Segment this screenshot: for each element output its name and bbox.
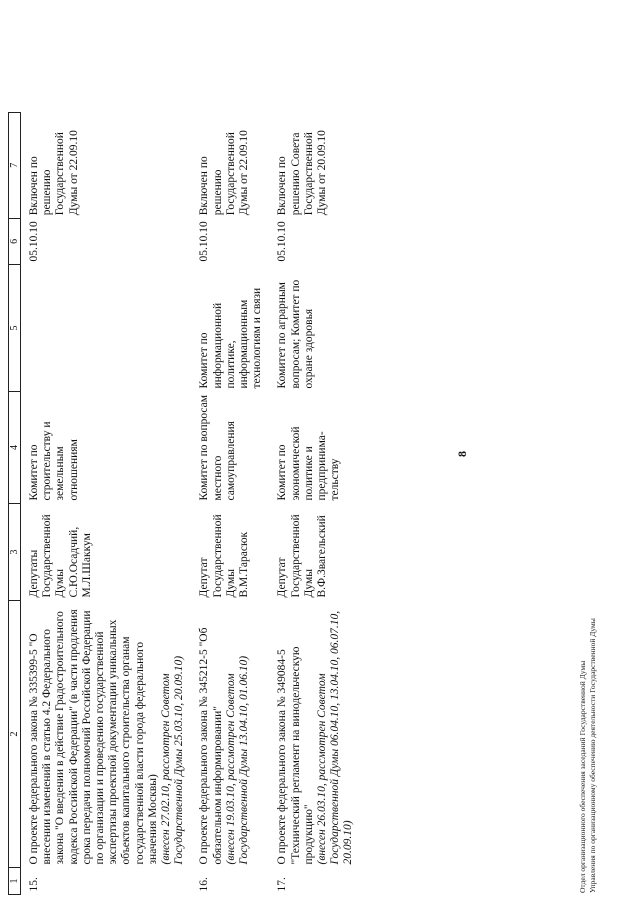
bill-authors: Депутат Государственной Думы В.М.Тарасюк <box>198 514 251 598</box>
bill-authors: Депутаты Государственной Думы С.Ю.Осадчий, М.Л.Шаккум <box>28 514 93 598</box>
column-header-3: 3 <box>9 504 21 601</box>
inclusion-status: Включен по решению Государственной Думы от 22.09.10 <box>28 130 80 216</box>
bill-authors: Депутат Государственной Думы В.Ф.Звагельский <box>276 514 329 598</box>
row-number: 15. <box>28 877 40 892</box>
column-header-2: 2 <box>9 601 21 868</box>
bill-history-note: (внесен 27.02.10, рассмотрен Советом Государственной Думы 25.03.10, 20.09.10) <box>160 655 186 865</box>
column-header-4: 4 <box>9 392 21 504</box>
co-executor-committee: Комитет по аграрным вопросам; Комитет по охране здоровья <box>276 279 315 389</box>
review-date: 05.10.10 <box>198 221 211 262</box>
column-header-1: 1 <box>9 868 21 895</box>
column-header-6: 6 <box>9 218 21 264</box>
responsible-committee: Комитет по строительству и земельным отношениям <box>28 421 80 501</box>
page-number: 8 <box>455 451 469 457</box>
bill-history-note: (внесен 26.03.10, рассмотрен Советом Государственной Думы 06.04.10, 13.04.10, 06.07.10, 20.09.10) <box>316 610 355 865</box>
table-row <box>196 112 274 894</box>
column-number-header-row <box>9 112 21 894</box>
bills-table <box>8 112 366 895</box>
footer-department <box>578 618 598 893</box>
table-row <box>274 112 365 894</box>
column-header-7: 7 <box>9 112 21 218</box>
footer-line-1: Отдел организационного обеспечения заседаний Государственной Думы <box>578 660 587 893</box>
bill-history-note: (внесен 19.03.10, рассмотрен Советом Государственной Думы 13.04.10, 01.06.10) <box>224 655 251 865</box>
bill-description <box>196 601 274 868</box>
bill-description <box>274 601 365 868</box>
inclusion-status: Включен по решению Совета Государственной Думы от 20.09.10 <box>276 130 329 216</box>
co-executor-committee <box>21 265 197 392</box>
row-number: 17. <box>276 877 289 892</box>
bill-description <box>21 601 197 868</box>
bill-title: О проекте федерального закона № 345212-5 "Об обязательном информировании" <box>198 627 224 865</box>
responsible-committee: Комитет по экономической политике и предпринима-тельству <box>276 426 342 501</box>
bill-title: О проекте федерального закона № 335399-5 "О внесении изменений в статью 4.2 Федерального закона "О введении в действие Градостроительного кодекса Российской Федерации" (в части продления срока передачи полномочий Российской Федерации по организации и проведению государственной экспертизы проектной документации уникальных объектов капитального строительства органам государственной власти города федерального значения Москвы) <box>28 609 159 865</box>
review-date: 05.10.10 <box>276 221 289 262</box>
bill-title: О проекте федерального закона № 349084-5 "Технический регламент на винодельческую продукцию" <box>276 646 315 865</box>
responsible-committee: Комитет по вопросам местного самоуправления <box>198 394 237 501</box>
row-number: 16. <box>198 877 211 892</box>
footer-line-2: Управления по организационному обеспечению деятельности Государственной Думы <box>588 618 597 893</box>
inclusion-status: Включен по решению Государственной Думы от 22.09.10 <box>198 130 251 216</box>
column-header-5: 5 <box>9 265 21 392</box>
co-executor-committee: Комитет по информационной политике, информационным технологиям и связи <box>198 287 264 389</box>
table-row <box>21 112 197 894</box>
review-date: 05.10.10 <box>28 221 40 262</box>
